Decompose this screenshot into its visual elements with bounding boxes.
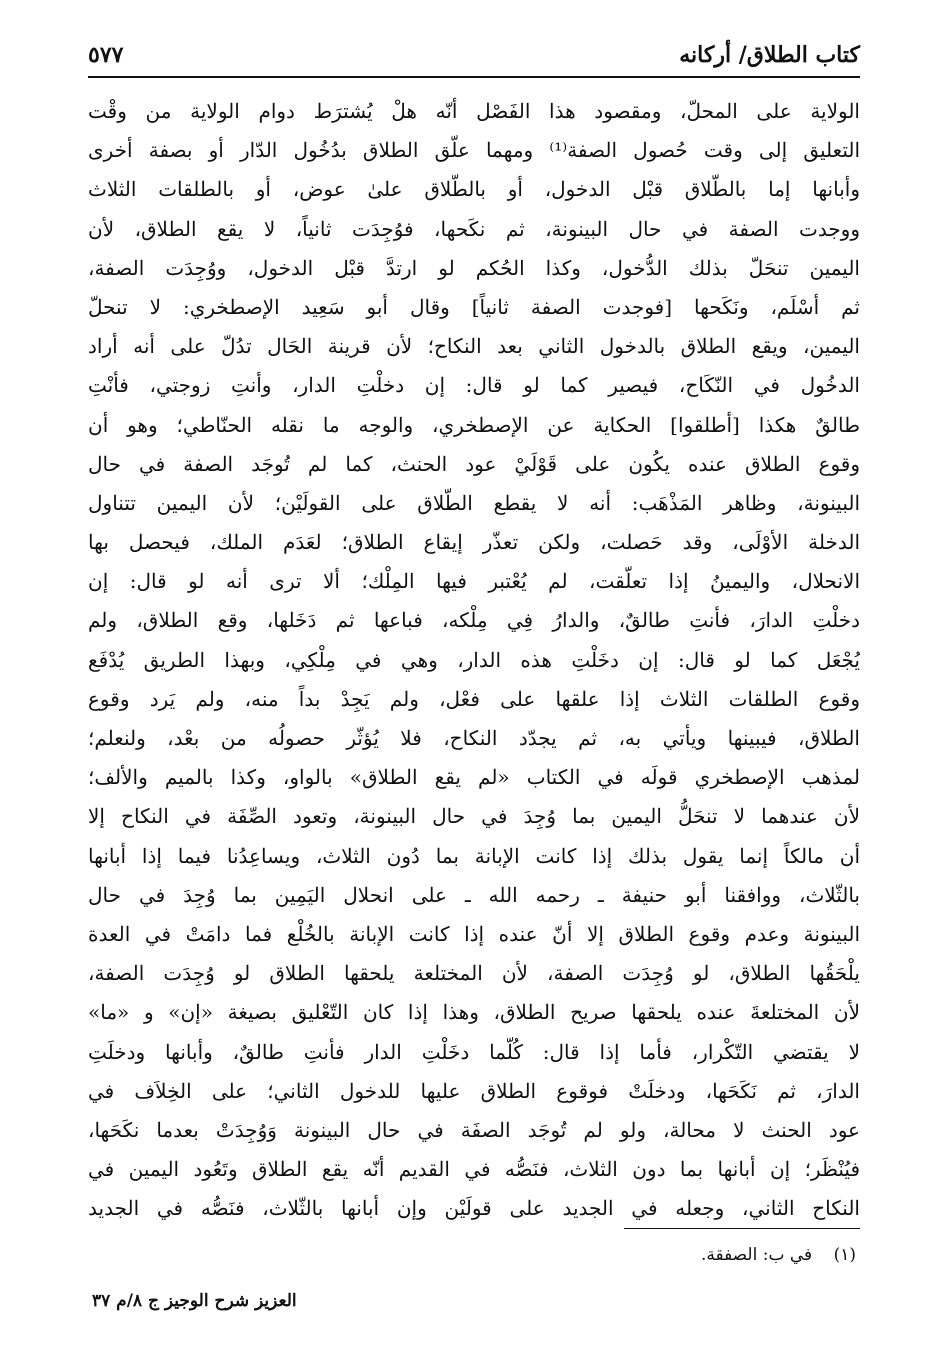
text-line: وقوع الطلاق عنده يكُون على قَوْلَيْ عود الحنث، كما لم تُوجَد الصفة في حال xyxy=(88,451,860,476)
page-header xyxy=(88,38,860,78)
book-signature: العزيز شرح الوجيز ج ٨/م ٣٧ xyxy=(92,1291,297,1311)
text-line: الطلاق، فيبينها ويأتي به، ثم يجدّد النكاح، فلا يُؤثّر حصولُه من بعْد، ولنعلم؛ xyxy=(88,726,860,750)
text-line: الدخُول في النّكَاح، فيصير كما لو قال: إن دخلْتِ الدار، وأنتِ زوجتي، فأنْتِ xyxy=(88,373,860,398)
text-line: لا يقتضي التّكْرار، فأما إذا قال: كُلّما دخَلْتِ الدار فأنتِ طالقٌ، وأبانها ودخلَتِ xyxy=(88,1039,860,1064)
text-line: طالقٌ هكذا [أطلقوا] الحكاية عن الإصطخري، والوجه ما نقله الحنّاطي؛ وهو أن xyxy=(88,412,860,437)
text-line: البينونة، وظاهر المَذْهَب: أنه لا يقطع الطّلاق على القولَيْن؛ لأن اليمين تتناول xyxy=(88,490,860,515)
text-line: لأن عندهما لا تنحَلُّ اليمين بما وُجِدَ في حال البينونة، وتعود الصِّفَة في النكاح إلا xyxy=(88,804,860,829)
page-number: ٥٧٧ xyxy=(88,42,124,68)
footnote-number: (١) xyxy=(833,1245,856,1265)
text-line: الولاية على المحلّ، ومقصود هذا الفَصْل أنّه هلْ يُشترَط دوام الولاية من وقْت xyxy=(88,99,860,123)
footnote-text: في ب: الصفقة. xyxy=(700,1245,813,1265)
running-title: كتاب الطلاق/ أركانه xyxy=(679,42,860,68)
text-line: دخلْتِ الدارَ، فأنتِ طالقٌ، والدارُ فِي مِلْكه، فباعها ثم دَخَلها، وقع الطلاق، ولم xyxy=(88,608,860,633)
text-line: الانحلال، واليمينُ إذا تعلّقت، لم يُعْتبر فيها المِلْك؛ ألا ترى أنه لو قال: إن xyxy=(88,569,860,594)
text-line: النكاح الثاني، وجعله في الجديد على قولَيْن وإن أبانها بالثّلاث، فنَصُّه في الجديد xyxy=(88,1196,860,1221)
text-line: ووجدت الصفة في حال البينونة، ثم نكَحها، فوُجِدَت ثانياً، لا يقع الطلاق، لأن xyxy=(88,216,860,241)
footnote xyxy=(256,1240,856,1270)
text-line: وأبانها إما بالطّلاق قبْل الدخول، أو بالطّلاق علىٰ عوض، أو بالطلقات الثلاث xyxy=(88,177,860,202)
text-line: وقوع الطلقات الثلاث إذا علقها على فعْل، ولم يَجِدْ بداً منه، ولم يَرد وقوع xyxy=(88,686,860,711)
text-line: التعليق إلى وقت حُصول الصفة⁽¹⁾ ومهما علّق الطلاق بدُخُول الدّار أو بصفة أخرى xyxy=(88,138,860,163)
text-line: أن مالكاً إنما يقول بذلك إذا كانت الإبانة بما دُون الثلاث، ويساعِدُنا فيما إذا أبانها xyxy=(88,843,860,868)
text-line: بالثّلاث، ووافقنا أبو حنيفة ـ رحمه الله ـ على انحلال اليَمِين بما وُجِدَ في حال xyxy=(88,882,860,907)
text-line: لمذهب الإصطخري قولَه في الكتاب «لم يقع الطلاق» بالواو، وكذا بالميم والألف؛ xyxy=(88,765,860,790)
text-line: يُجْعَل كما لو قال: إن دخَلْتِ هذه الدار، وهي في مِلْكِي، وبهذا الطريق يُدْفَع xyxy=(88,647,860,672)
text-line: اليمين تنحَلّ بذلك الدُّخول، وكذا الحُكم لو ارتدَّ قبْل الدخول، ووُجِدَت الصفة، xyxy=(88,255,860,280)
text-line: فيُنْظَر؛ إن أبانها بما دون الثلاث، فنَصُّه في القديم أنّه يقع الطلاق وتَعُود اليمين في xyxy=(88,1157,860,1182)
main-text-block xyxy=(88,92,860,1228)
text-line: يلْحَقُها الطلاق، لو وُجِدَت الصفة، لأن المختلعة يلحقها الطلاق لو وُجِدَت الصفة، xyxy=(88,961,860,986)
text-line: الدخلة الأوْلَى، وقد حَصلت، ولكن تعذّر إيقاع الطلاق؛ لعَدَم الملك، فيحصل بها xyxy=(88,530,860,555)
header-divider xyxy=(88,76,860,78)
footnote-divider xyxy=(624,1228,860,1229)
text-line: البينونة وعدم وقوع الطلاق إلا أنّ عنده إذا كانت الإبانة بالخُلْع فما دامَتْ في العدة xyxy=(88,921,860,946)
text-line: الدارَ، ثم نَكَحَها، ودخلَتْ فوقوع الطلاق عليها للدخول الثاني؛ على الخِلاَف في xyxy=(88,1078,860,1103)
text-line: ثم أسْلَم، ونَكَحها [فوجدت الصفة ثانياً] وقال أبو سَعِيد الإصطخري: لا تنحلّ xyxy=(88,294,860,319)
text-line: عود الحنث لا محالة، ولو لم تُوجَد الصفَة في حال البينونة وَوُجِدَتْ بعدما نكَحَها، xyxy=(88,1117,860,1142)
text-line: اليمين، ويقع الطلاق بالدخول الثاني بعد النكاح؛ لأن قرينة الحَال تدُلّ على أنه أراد xyxy=(88,334,860,359)
text-line: لأن المختلعةَ عنده يلحقها صريح الطلاق، وهذا إذا كان التّعْليق بصيغة «إن» و «ما» xyxy=(88,1000,860,1025)
